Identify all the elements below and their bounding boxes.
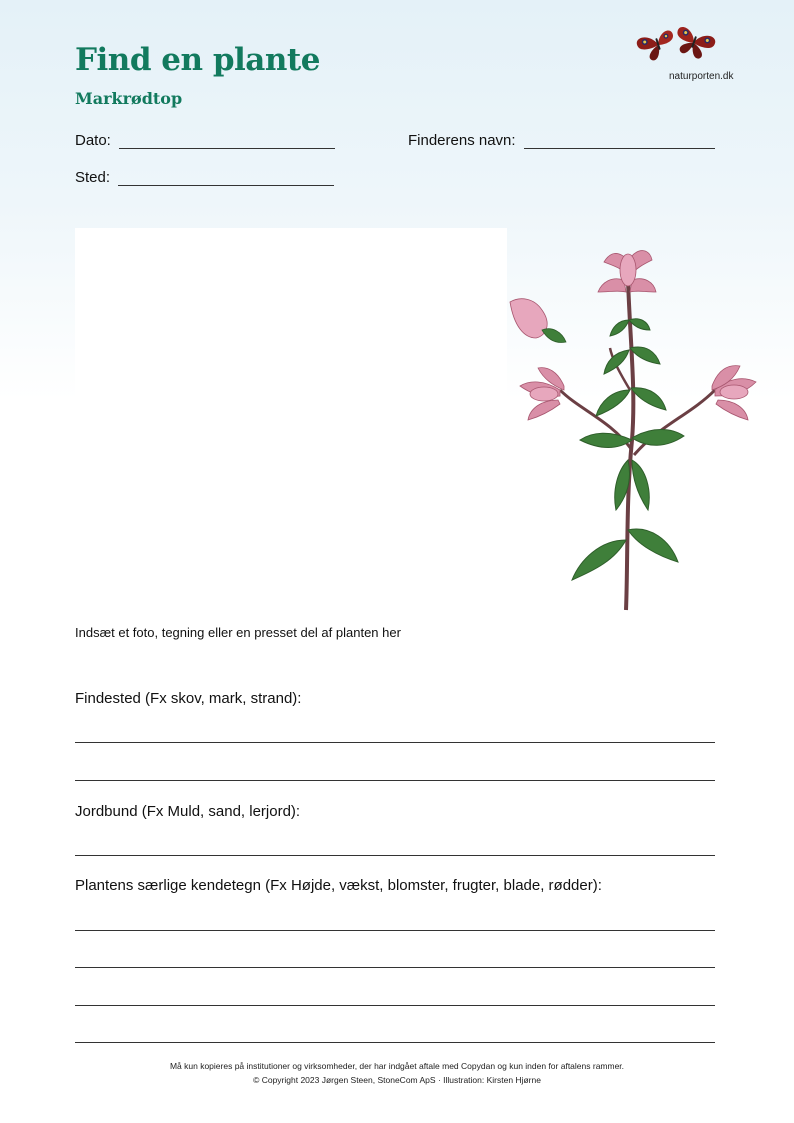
plant-illustration xyxy=(500,240,780,615)
date-field[interactable] xyxy=(119,148,335,149)
photo-area[interactable] xyxy=(75,228,507,608)
place-label: Sted: xyxy=(75,169,111,186)
location-line-2[interactable] xyxy=(75,780,715,781)
soil-label: Jordbund (Fx Muld, sand, lerjord): xyxy=(75,803,301,820)
place-field[interactable] xyxy=(118,185,334,186)
features-line-4[interactable] xyxy=(75,1042,715,1043)
features-label: Plantens særlige kendetegn (Fx Højde, vækst, blomster, frugter, blade, rødder): xyxy=(75,877,602,894)
page-title: Find en plante xyxy=(75,42,320,78)
site-name: naturporten.dk xyxy=(669,71,734,82)
finder-label: Finderens navn: xyxy=(408,132,516,149)
location-line-1[interactable] xyxy=(75,742,715,743)
location-label: Findested (Fx skov, mark, strand): xyxy=(75,690,302,707)
photo-caption: Indsæt et foto, tegning eller en presset del af planten her xyxy=(75,625,401,640)
soil-line-1[interactable] xyxy=(75,855,715,856)
butterfly-icon xyxy=(636,26,718,62)
plant-name: Markrødtop xyxy=(75,89,183,108)
features-line-3[interactable] xyxy=(75,1005,715,1006)
features-line-2[interactable] xyxy=(75,967,715,968)
date-label: Dato: xyxy=(75,132,111,149)
finder-name-field[interactable] xyxy=(524,148,715,149)
footer-copyright: © Copyright 2023 Jørgen Steen, StoneCom ApS · Illustration: Kirsten Hjørne xyxy=(253,1075,541,1085)
features-line-1[interactable] xyxy=(75,930,715,931)
footer-license: Må kun kopieres på institutioner og virksomheder, der har indgået aftale med Copydan og kun inden for aftalens rammer. xyxy=(169,1061,625,1071)
